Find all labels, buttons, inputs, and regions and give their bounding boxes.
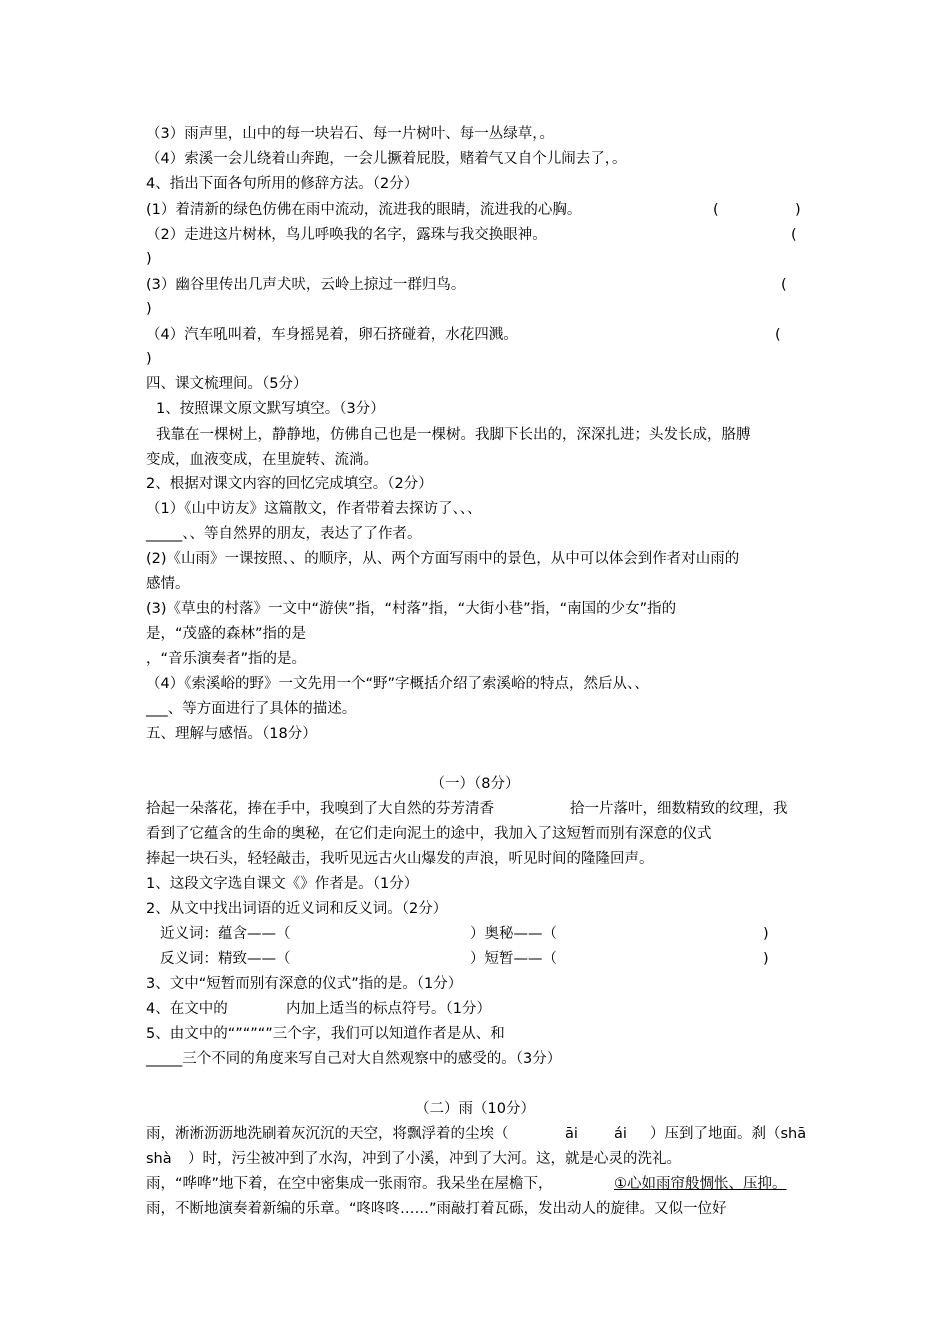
text-line: 感情。	[146, 576, 190, 592]
text-line: （2）走进这片树林，鸟儿呼唤我的名字，露珠与我交换眼神。	[146, 227, 547, 243]
text-line: ___、等方面进行了具体的描述。	[146, 701, 357, 717]
text-line: 4、在文中的	[146, 1001, 228, 1017]
text-line: （1）《山中访友》这篇散文，作者带着去探访了、、、	[146, 501, 482, 517]
text-line: _____、、等自然界的朋友，表达了了作者。	[146, 526, 422, 542]
text-line: (1）着清新的绿色仿佛在雨中流动，流进我的眼睛，流进我的心胸。	[146, 202, 582, 218]
text-line: ）奥秘——（	[470, 926, 557, 942]
text-line: (2)《山雨》一课按照、、的顺序，从、两个方面写雨中的景色，从中可以体会到作者对山雨的	[146, 551, 740, 567]
text-line: _____三个不同的角度来写自己对大自然观察中的感受的。（3分）	[146, 1051, 562, 1067]
section-heading: 四、课文梳理间。（5分）	[146, 376, 308, 392]
underlined-sentence: ①心如雨帘般惆怅、压抑。	[614, 1176, 787, 1192]
paren-close: )	[146, 351, 152, 367]
paren-close: )	[146, 301, 152, 317]
text-line: 反义词：精致——（	[160, 951, 291, 967]
paren-close: )	[763, 926, 769, 942]
text-line: 1、这段文字选自课文《》作者是。（1分）	[146, 876, 419, 892]
text-line: 近义词：蕴含——（	[160, 926, 291, 942]
paren-open: (	[781, 277, 787, 293]
text-line: 1、按照课文原文默写填空。（3分）	[156, 401, 385, 417]
text-line: (3)《草虫的村落》一文中“游侠”指，“村落”指，“大街小巷”指，“南国的少女”指的	[146, 601, 677, 617]
text-line: 变成，血液变成，在里旋转、流淌。	[146, 452, 378, 468]
paren-open: (	[775, 327, 781, 343]
text-line: 我靠在一棵树上，静静地，仿佛自己也是一棵树。我脚下长出的，深深扎进；头发长成，胳膊	[156, 427, 751, 443]
text-line: 雨，淅淅沥沥地洗刷着灰沉沉的天空，将飘浮着的尘埃（	[146, 1126, 509, 1142]
text-line: 雨，“哗哗”地下着，在空中密集成一张雨帘。我呆坐在屋檐下，	[146, 1176, 553, 1192]
pinyin-option: shà	[146, 1151, 172, 1167]
text-line: 2、根据对课文内容的回忆完成填空。（2分）	[146, 476, 433, 492]
subsection-heading: （二）雨（10分）	[415, 1101, 535, 1117]
pinyin-option: ái	[614, 1126, 627, 1142]
text-line: 5、由文中的“”“”“”三个字，我们可以知道作者是从、和	[146, 1026, 505, 1042]
paren-close: )	[146, 251, 152, 267]
text-line: 3、文中“短暂而别有深意的仪式”指的是。（1分）	[146, 976, 463, 992]
text-line: 2、从文中找出词语的近义词和反义词。（2分）	[146, 901, 448, 917]
text-line: 捧起一块石头，轻轻敲击，我听见远古火山爆发的声浪，听见时间的隆隆回声。	[146, 851, 654, 867]
paren-close: )	[795, 202, 801, 218]
text-line: 4、指出下面各句所用的修辞方法。（2分）	[146, 176, 419, 192]
text-line: ）压到了地面。刹（shā	[650, 1126, 807, 1142]
subsection-heading: （一）（8分）	[430, 776, 520, 792]
text-line: （4）汽车吼叫着，车身摇晃着，卵石挤碰着，水花四溅。	[146, 327, 518, 343]
text-line: （4）索溪一会儿绕着山奔跑，一会儿撅着屁股，赌着气又自个儿闹去了，。	[146, 151, 627, 167]
text-line: 雨，不断地演奏着新编的乐章。“咚咚咚……”雨敲打着瓦砾，发出动人的旋律。又似一位好	[146, 1201, 727, 1217]
section-heading: 五、理解与感悟。（18分）	[146, 726, 317, 742]
text-line: （3）雨声里，山中的每一块岩石、每一片树叶、每一丛绿草，。	[146, 126, 554, 142]
text-line: 拾起一朵落花，捧在手中，我嗅到了大自然的芬芳清香	[146, 801, 494, 817]
pinyin-option: āi	[565, 1126, 578, 1142]
text-line: 内加上适当的标点符号。（1分）	[286, 1001, 491, 1017]
text-line: (3）幽谷里传出几声犬吠，云岭上掠过一群归鸟。	[146, 277, 466, 293]
paren-close: )	[763, 951, 769, 967]
paren-open: (	[791, 227, 797, 243]
text-line: 拾一片落叶，细数精致的纹理，我	[570, 801, 788, 817]
text-line: ）时，污尘被冲到了水沟，冲到了小溪，冲到了大河。这，就是心灵的洗礼。	[188, 1151, 681, 1167]
paren-open: (	[713, 202, 719, 218]
text-line: 看到了它蕴含的生命的奥秘，在它们走向泥土的途中，我加入了这短暂而别有深意的仪式	[146, 826, 712, 842]
text-line: ）短暂——（	[470, 951, 557, 967]
text-line: ，“音乐演奏者”指的是。	[146, 651, 307, 667]
text-line: （4）《索溪峪的野》一文先用一个“野”字概括介绍了索溪峪的特点，然后从、、	[146, 676, 649, 692]
text-line: 是，“茂盛的森林”指的是	[146, 626, 307, 642]
